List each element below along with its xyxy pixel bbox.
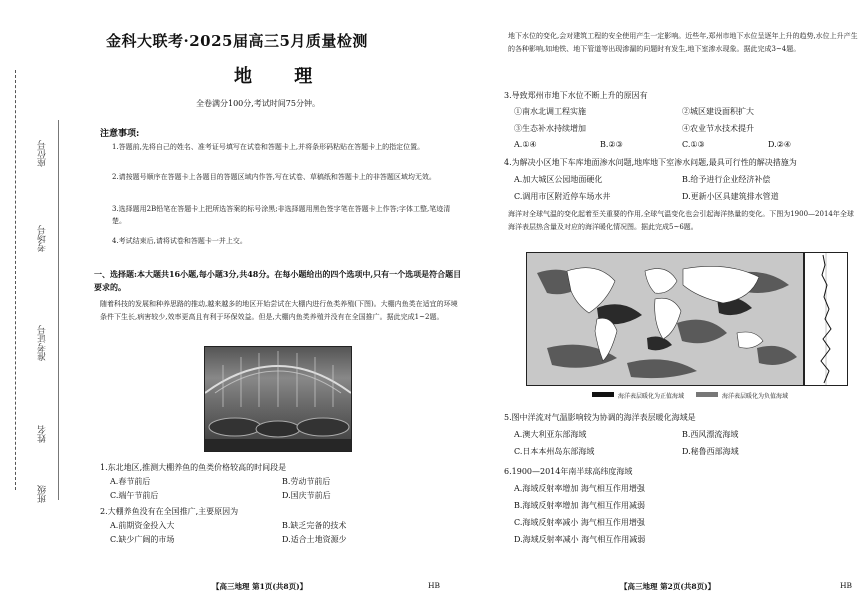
q2-option-a[interactable]: A.前期资金投入大 bbox=[110, 521, 175, 530]
heat-content-curve-art bbox=[805, 253, 847, 385]
binding-strip bbox=[0, 0, 92, 602]
q3-option-c[interactable]: C.①③ bbox=[682, 140, 705, 149]
heat-content-curve bbox=[804, 252, 848, 386]
q5-option-a[interactable]: A.澳大利亚东部海域 bbox=[514, 430, 587, 439]
section-heading: 一、选择题:本大题共16小题,每小题3分,共48分。在每小题给出的四个选项中,只有一个选项是符合题目要求的。 bbox=[94, 269, 462, 292]
q4-option-c[interactable]: C.调用市区附近停车场水井 bbox=[514, 192, 611, 201]
q3-item-2: ②城区建设面积扩大 bbox=[682, 107, 754, 116]
q3-item-1: ①南水北调工程实施 bbox=[514, 107, 586, 116]
binding-name-label: 姓名 bbox=[38, 425, 48, 443]
passage-3: 海洋对全球气温的变化起着至关重要的作用,全球气温变化也会引起海洋热量的变化。下图为1900—2014年全球海洋表层热含量及对应的海洋暖化情况图。据此完成5~6题。 bbox=[508, 210, 854, 231]
q5-option-d[interactable]: D.秘鲁西部海域 bbox=[682, 447, 739, 456]
legend-swatch-negative bbox=[696, 392, 718, 397]
page-1 bbox=[92, 0, 472, 602]
q4-option-b[interactable]: B.给予进行企业经济补偿 bbox=[682, 175, 771, 184]
exam-meta: 全卷满分100分,考试时间75分钟。 bbox=[196, 99, 320, 108]
q2-option-b[interactable]: B.缺乏完备的技术 bbox=[282, 521, 347, 530]
page-2-footer: 【高三地理 第2页(共8页)】 bbox=[620, 582, 716, 591]
q3-option-a[interactable]: A.①④ bbox=[514, 140, 537, 149]
subject-title: 地 理 bbox=[234, 66, 331, 87]
note-3: 3.选择题用2B铅笔在答题卡上把所选答案的标号涂黑;非选择题用黑色签字笔在答题卡上作答;字体工整,笔迹清楚。 bbox=[112, 205, 451, 225]
question-3: 3.导致郑州市地下水位不断上升的原因有 bbox=[504, 91, 648, 100]
q2-option-c[interactable]: C.缺少广阔的市场 bbox=[110, 535, 175, 544]
q3-option-d[interactable]: D.②④ bbox=[768, 140, 792, 149]
ocean-warming-map-art bbox=[527, 253, 803, 385]
question-4: 4.为解决小区地下车库地面渗水问题,地库地下室渗水问题,最具可行性的解决措施为 bbox=[504, 158, 797, 167]
q6-option-a[interactable]: A.海域反射率增加 海气相互作用增强 bbox=[514, 484, 645, 493]
question-6: 6.1900—2014年南半球高纬度海域 bbox=[504, 467, 633, 476]
q5-option-c[interactable]: C.日本本州岛东部海域 bbox=[514, 447, 595, 456]
q4-option-a[interactable]: A.加大城区公园地面硬化 bbox=[514, 175, 603, 184]
q6-option-b[interactable]: B.海域反射率增加 海气相互作用减弱 bbox=[514, 501, 645, 510]
q6-option-d[interactable]: D.海域反射率减小 海气相互作用减弱 bbox=[514, 535, 646, 544]
binding-seat-label: 座位号 bbox=[38, 140, 48, 167]
binding-exam-id-label: 准考证号 bbox=[38, 325, 48, 361]
page-2 bbox=[500, 0, 862, 602]
page-1-hb: HB bbox=[428, 581, 441, 590]
binding-rule bbox=[58, 120, 60, 500]
legend-swatch-positive bbox=[592, 392, 614, 397]
q2-option-d[interactable]: D.适合土地资源少 bbox=[282, 535, 347, 544]
legend-negative-label: 海洋表层暖化为负值海域 bbox=[722, 393, 789, 400]
q1-option-a[interactable]: A.春节前后 bbox=[110, 477, 151, 486]
q5-option-b[interactable]: B.西风漂流海域 bbox=[682, 430, 739, 439]
note-2: 2.请按题号顺序在答题卡上各题目的答题区域内作答,写在试卷、草稿纸和答题卡上的非答题区域均无效。 bbox=[112, 173, 436, 181]
passage-1: 随着科技的发展和种养思路的推动,越来越多的地区开始尝试在大棚内进行鱼类养殖(下图)。大棚内鱼类在适宜的环境条件下生长,病害较少,效率更高且有利于环保效益。但是,大棚内鱼类养殖并没有在全国推广。据此完成1~2题。 bbox=[100, 300, 458, 321]
question-1: 1.东北地区,推测大棚养鱼的鱼类价格较高的时间段是 bbox=[100, 463, 287, 472]
q6-option-c[interactable]: C.海域反射率减小 海气相互作用增强 bbox=[514, 518, 645, 527]
greenhouse-photo-art bbox=[205, 347, 351, 451]
q1-option-c[interactable]: C.端午节前后 bbox=[110, 491, 159, 500]
ocean-warming-map bbox=[526, 252, 804, 386]
note-4: 4.考试结束后,请将试卷和答题卡一并上交。 bbox=[112, 237, 247, 245]
passage-2-intro: 地下水位的变化,会对建筑工程的安全使用产生一定影响。近些年,郑州市地下水位呈逐年上升的趋势,水位上升产生的各种影响,如地铁、地下管道等出现渗漏的问题时有发生,地下室渗水现象。据此完成3~4题。 bbox=[508, 32, 858, 53]
exam-title: 金科大联考·2025届高三5月质量检测 bbox=[106, 32, 368, 50]
q3-item-3: ③生态补水持续增加 bbox=[514, 124, 586, 133]
greenhouse-photo bbox=[204, 346, 352, 452]
legend-positive-label: 海洋表层暖化为正值海域 bbox=[618, 393, 685, 400]
cut-line bbox=[15, 70, 17, 490]
q1-option-d[interactable]: D.国庆节前后 bbox=[282, 491, 331, 500]
page-2-hb: HB bbox=[840, 581, 853, 590]
binding-class-label: 班级 bbox=[38, 485, 48, 503]
q4-option-d[interactable]: D.更新小区具建筑排水管道 bbox=[682, 192, 779, 201]
question-5: 5.图中洋流对气温影响较为协调的海洋表层暖化海域是 bbox=[504, 413, 696, 422]
q3-item-4: ④农业节水技术提升 bbox=[682, 124, 754, 133]
q1-option-b[interactable]: B.劳动节前后 bbox=[282, 477, 331, 486]
binding-room-label: 考场号 bbox=[38, 225, 48, 252]
question-2: 2.大棚养鱼没有在全国推广,主要原因为 bbox=[100, 507, 239, 516]
q3-option-b[interactable]: B.②③ bbox=[600, 140, 623, 149]
page-1-footer: 【高三地理 第1页(共8页)】 bbox=[212, 582, 308, 591]
notes-heading: 注意事项: bbox=[100, 129, 140, 139]
note-1: 1.答题前,先将自己的姓名、准考证号填写在试卷和答题卡上,并将条形码粘贴在答题卡上的指定位置。 bbox=[112, 143, 425, 151]
